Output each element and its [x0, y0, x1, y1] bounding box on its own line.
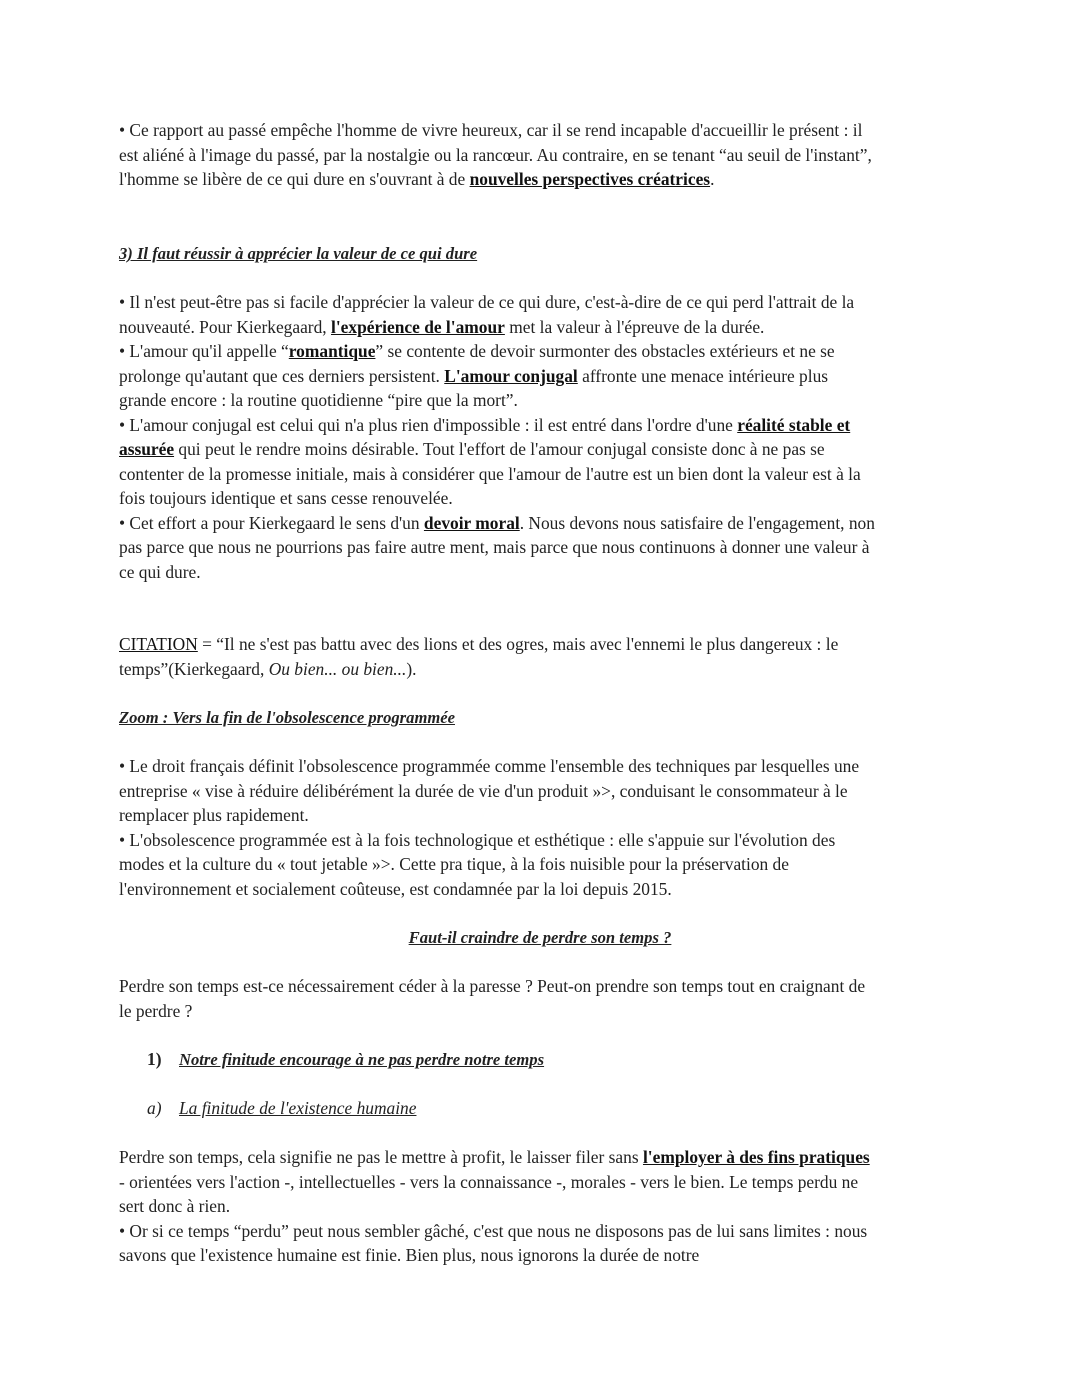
main-title: Faut-il craindre de perdre son temps ? [408, 928, 672, 947]
paragraph-finitude: Perdre son temps, cela signifie ne pas le mettre à profit, le laisser filer sans l'employer à des fins pratiques - orientées vers l'action -, intellectuelles - vers la connaissance -, morales - vers le bien. Le temps perdu ne sert donc à rien. • Or si ce temps “perdu” peut nous sembler gâché, c'est que nous ne disposons pas de lui sans limites : nous savons que l'existence humaine est finie. Bien plus, nous ignorons la durée de notre [119, 1147, 870, 1265]
key-term: romantique [288, 341, 376, 361]
paragraph-kierkegaard-love: • Il n'est peut-être pas si facile d'apprécier la valeur de ce qui dure, c'est-à-dire de ce qui perd l'attrait de la nouveauté. Pour Kierkegaard, l'expérience de l'amour met la valeur à l'épreuve de la durée. • L'amour qu'il appelle “romantique” se contente de devoir surmonter des obstacles extérieurs et ne se prolonge qu'autant que ces derniers persistent. L'amour conjugal affronte une menace intérieure plus grande encore : la routine quotidienne “pire que la mort”. • L'amour conjugal est celui qui n'a plus rien d'impossible : il est entré dans l'ordre d'une réalité stable et assurée qui peut le rendre moins désirable. Tout l'effort de l'amour conjugal consiste donc à ne pas se contenter de la promesse initiale, mais à considérer que l'amour de l'autre est un bien dont la valeur est à la fois toujours identique et sans cesse renouvelée. • Cet effort a pour Kierkegaard le sens d'un devoir moral. Nous devons nous satisfaire de l'engagement, non pas parce que nous ne pourrions pas faire autre ment, mais parce que nous continuons à donner une valeur à ce qui dure. [119, 292, 875, 582]
key-term: devoir moral [423, 512, 520, 533]
section-1-heading: 1) Notre finitude encourage à ne pas perdre notre temps [147, 1049, 545, 1069]
key-term: L'amour conjugal [444, 365, 578, 386]
key-term: l'employer à des fins pratiques [642, 1147, 870, 1167]
paragraph-obsolescence: • Le droit français définit l'obsolescence programmée comme l'ensemble des techniques par lesquelles une entreprise « vise à réduire délibérément la durée de vie d'un produit »>, conduisant le consommateur à le remplacer plus rapidement. • L'obsolescence programmée est à la fois technologique et esthétique : elle s'appuie sur l'évolution des modes et la culture du « tout jetable »>. Cette pra tique, à la fois nuisible pour la préservation de l'environnement et socialement coûteuse, est condamnée par la loi depuis 2015. [119, 756, 860, 899]
key-term: nouvelles perspectives créatrices [469, 169, 711, 189]
citation-block: CITATION = “Il ne s'est pas battu avec des lions et des ogres, mais avec l'ennemi le plus dangereux : le temps”(Kierkegaard, Ou bien... ou bien...). [119, 634, 839, 679]
zoom-heading: Zoom : Vers la fin de l'obsolescence programmée [119, 708, 455, 727]
key-term: l'expérience de l'amour [331, 316, 505, 337]
paragraph-past-relation: • Ce rapport au passé empêche l'homme de vivre heureux, car il se rend incapable d'accueillir le présent : il est aliéné à l'image du passé, par la nostalgie ou la rancœur. Au contraire, en se tenant “au seuil de l'instant”, l'homme se libère de ce qui dure en s'ouvrant à de nouvelles perspectives créatrices. [119, 120, 872, 189]
citation-label: CITATION [119, 634, 198, 654]
section-heading-3: 3) Il faut réussir à apprécier la valeur de ce qui dure [119, 244, 478, 263]
key-term: réalité stable et assurée [119, 414, 851, 459]
section-1a-heading: a) La finitude de l'existence humaine [147, 1098, 417, 1118]
intro-paragraph: Perdre son temps est-ce nécessairement céder à la paresse ? Peut-on prendre son temps tout en craignant de le perdre ? [119, 976, 866, 1021]
